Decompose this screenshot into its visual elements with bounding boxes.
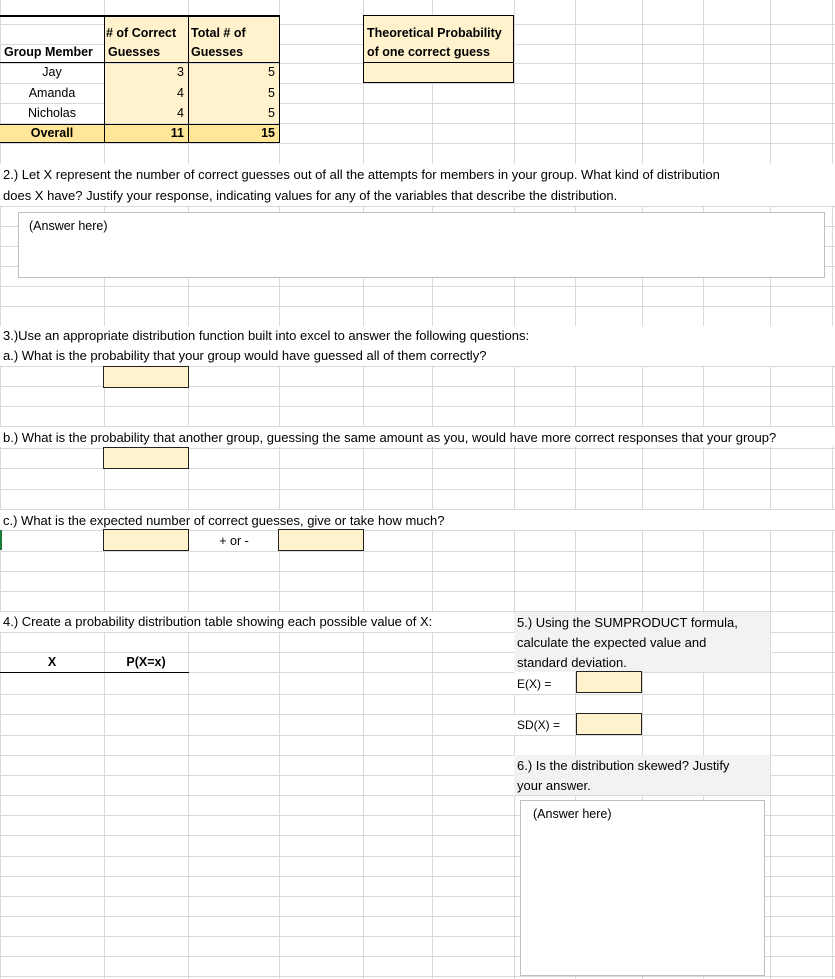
header-group-member: Group Member — [4, 45, 93, 59]
q4-col-px: P(X=x) — [126, 655, 166, 669]
overall-total[interactable]: 15 — [261, 126, 275, 140]
q3c-text: c.) What is the expected number of correct guesses, give or take how much? — [3, 513, 445, 528]
member-name: Nicholas — [28, 106, 76, 120]
q3-intro: 3.)Use an appropriate distribution function built into excel to answer the following questions: — [3, 328, 530, 343]
q2-text-line1: 2.) Let X represent the number of correct guesses out of all the attempts for members in your group. What kind of distribution — [3, 167, 720, 182]
theoretical-label-line2: of one correct guess — [367, 45, 490, 59]
correct-cell[interactable]: 4 — [177, 86, 184, 100]
total-cell[interactable]: 5 — [268, 65, 275, 79]
correct-cell[interactable]: 3 — [177, 65, 184, 79]
q6-line2: your answer. — [517, 778, 591, 793]
q2-text-line2: does X have? Justify your response, indicating values for any of the variables that describe the distribution. — [3, 188, 618, 203]
ex-answer-input[interactable] — [576, 671, 642, 693]
q3a-answer-input[interactable] — [103, 366, 189, 388]
overall-label: Overall — [30, 126, 74, 140]
member-name: Jay — [42, 65, 62, 79]
theoretical-probability-input[interactable] — [365, 64, 512, 82]
q6-line1: 6.) Is the distribution skewed? Justify — [517, 758, 730, 773]
q2-answer-box[interactable] — [18, 212, 825, 278]
q5-line2: calculate the expected value and — [517, 635, 707, 650]
header-total-line2: Guesses — [191, 45, 244, 59]
total-cell[interactable]: 5 — [268, 86, 275, 100]
total-cell[interactable]: 5 — [268, 106, 275, 120]
header-correct-line1: # of Correct — [106, 26, 177, 40]
active-row-marker — [0, 530, 2, 550]
q4-text: 4.) Create a probability distribution table showing each possible value of X: — [3, 614, 433, 629]
overall-correct[interactable]: 11 — [170, 126, 184, 140]
correct-cell[interactable]: 4 — [177, 106, 184, 120]
member-name: Amanda — [28, 86, 76, 100]
theoretical-label-line1: Theoretical Probability — [367, 26, 502, 40]
q5-line1: 5.) Using the SUMPRODUCT formula, — [517, 615, 738, 630]
header-total-line1: Total # of — [191, 26, 246, 40]
q4-header-underline — [0, 672, 189, 673]
q3c-expected-input[interactable] — [103, 529, 189, 551]
q3b-text: b.) What is the probability that another group, guessing the same amount as you, would have more correct responses that your group? — [3, 430, 777, 445]
header-correct-line2: Guesses — [108, 45, 161, 59]
q3c-give-or-take-input[interactable] — [278, 529, 364, 551]
sd-label: SD(X) = — [517, 718, 561, 732]
sd-answer-input[interactable] — [576, 713, 642, 735]
q6-answer-box[interactable] — [520, 800, 765, 976]
q3b-answer-input[interactable] — [103, 447, 189, 469]
q3a-text: a.) What is the probability that your group would have guessed all of them correctly? — [3, 348, 487, 363]
q5-line3: standard deviation. — [517, 655, 627, 670]
ex-label: E(X) = — [517, 677, 552, 691]
q4-col-x: X — [47, 655, 57, 669]
q2-answer-placeholder: (Answer here) — [29, 219, 108, 233]
q6-answer-placeholder: (Answer here) — [533, 807, 612, 821]
plus-minus-label: + or - — [219, 534, 249, 548]
